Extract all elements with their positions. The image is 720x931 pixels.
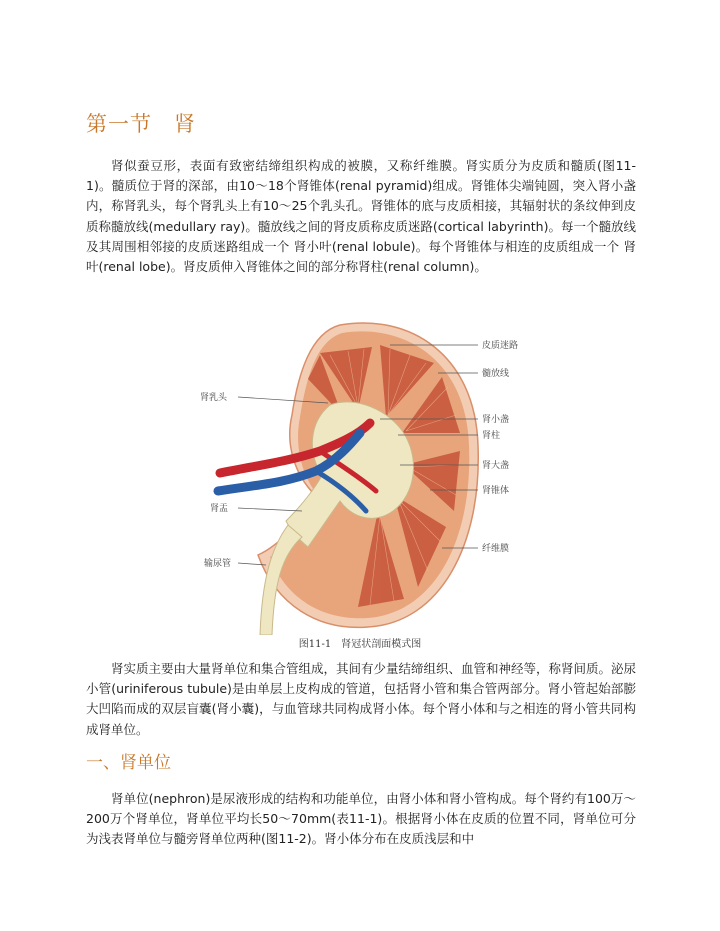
- kidney-illustration: [190, 315, 540, 635]
- label-medullary-ray: 髓放线: [482, 369, 510, 379]
- label-cortical-labyrinth: 皮质迷路: [482, 341, 519, 351]
- label-fibrous-capsule: 纤维膜: [482, 544, 510, 554]
- section-title: 第一节 肾: [86, 112, 196, 136]
- subsection-title: 一、肾单位: [86, 753, 171, 773]
- label-renal-pelvis: 肾盂: [210, 504, 229, 514]
- label-ureter: 输尿管: [204, 559, 232, 569]
- nephron-paragraph: 肾单位(nephron)是尿液形成的结构和功能单位，由肾小体和肾小管构成。每个肾约有100万～200万个肾单位，肾单位平均长50～70mm(表11-1)。根据肾小体在皮质的位置不同，肾单位可分为浅表肾单位与髓旁肾单位两种(图11-2)。肾小体分布在皮质浅层和中: [86, 791, 636, 847]
- parenchyma-paragraph: 肾实质主要由大量肾单位和集合管组成，其间有少量结缔组织、血管和神经等，称肾间质。泌尿小管(uriniferous tubule)是由单层上皮构成的管道，包括肾小管和集合管两部分。肾小管起始部膨大凹陷而成的双层盲囊(肾小囊)，与血管球共同构成肾小体。每个肾小体和与之相连的肾小管共同构成肾单位。: [86, 661, 637, 737]
- label-major-calyx: 肾大盏: [482, 461, 510, 471]
- kidney-figure: [190, 315, 540, 635]
- figure-caption: 图11-1 肾冠状剖面模式图: [298, 639, 422, 650]
- label-minor-calyx: 肾小盏: [482, 415, 510, 425]
- label-renal-column: 肾柱: [482, 431, 501, 441]
- intro-paragraph: 肾似蚕豆形，表面有致密结缔组织构成的被膜，又称纤维膜。肾实质分为皮质和髓质(图11-1)。髓质位于肾的深部，由10～18个肾锥体(renal pyramid)组成。肾锥体尖端钝圆，突入肾小盏内，称肾乳头，每个肾乳头上有10～25个乳头孔。肾锥体的底与皮质相接，其辐射状的条纹伸到皮质称髓放线(medullary ray)。髓放线之间的肾皮质称皮质迷路(cortical labyrinth)。每一个髓放线及其周围相邻接的皮质迷路组成一个 肾小叶(renal lobule)。每个肾锥体与相连的皮质组成一个 肾叶(renal lobe)。肾皮质伸入肾锥体之间的部分称肾柱(renal column)。: [86, 158, 636, 275]
- label-renal-papilla: 肾乳头: [200, 393, 228, 403]
- label-renal-pyramid: 肾锥体: [482, 486, 510, 496]
